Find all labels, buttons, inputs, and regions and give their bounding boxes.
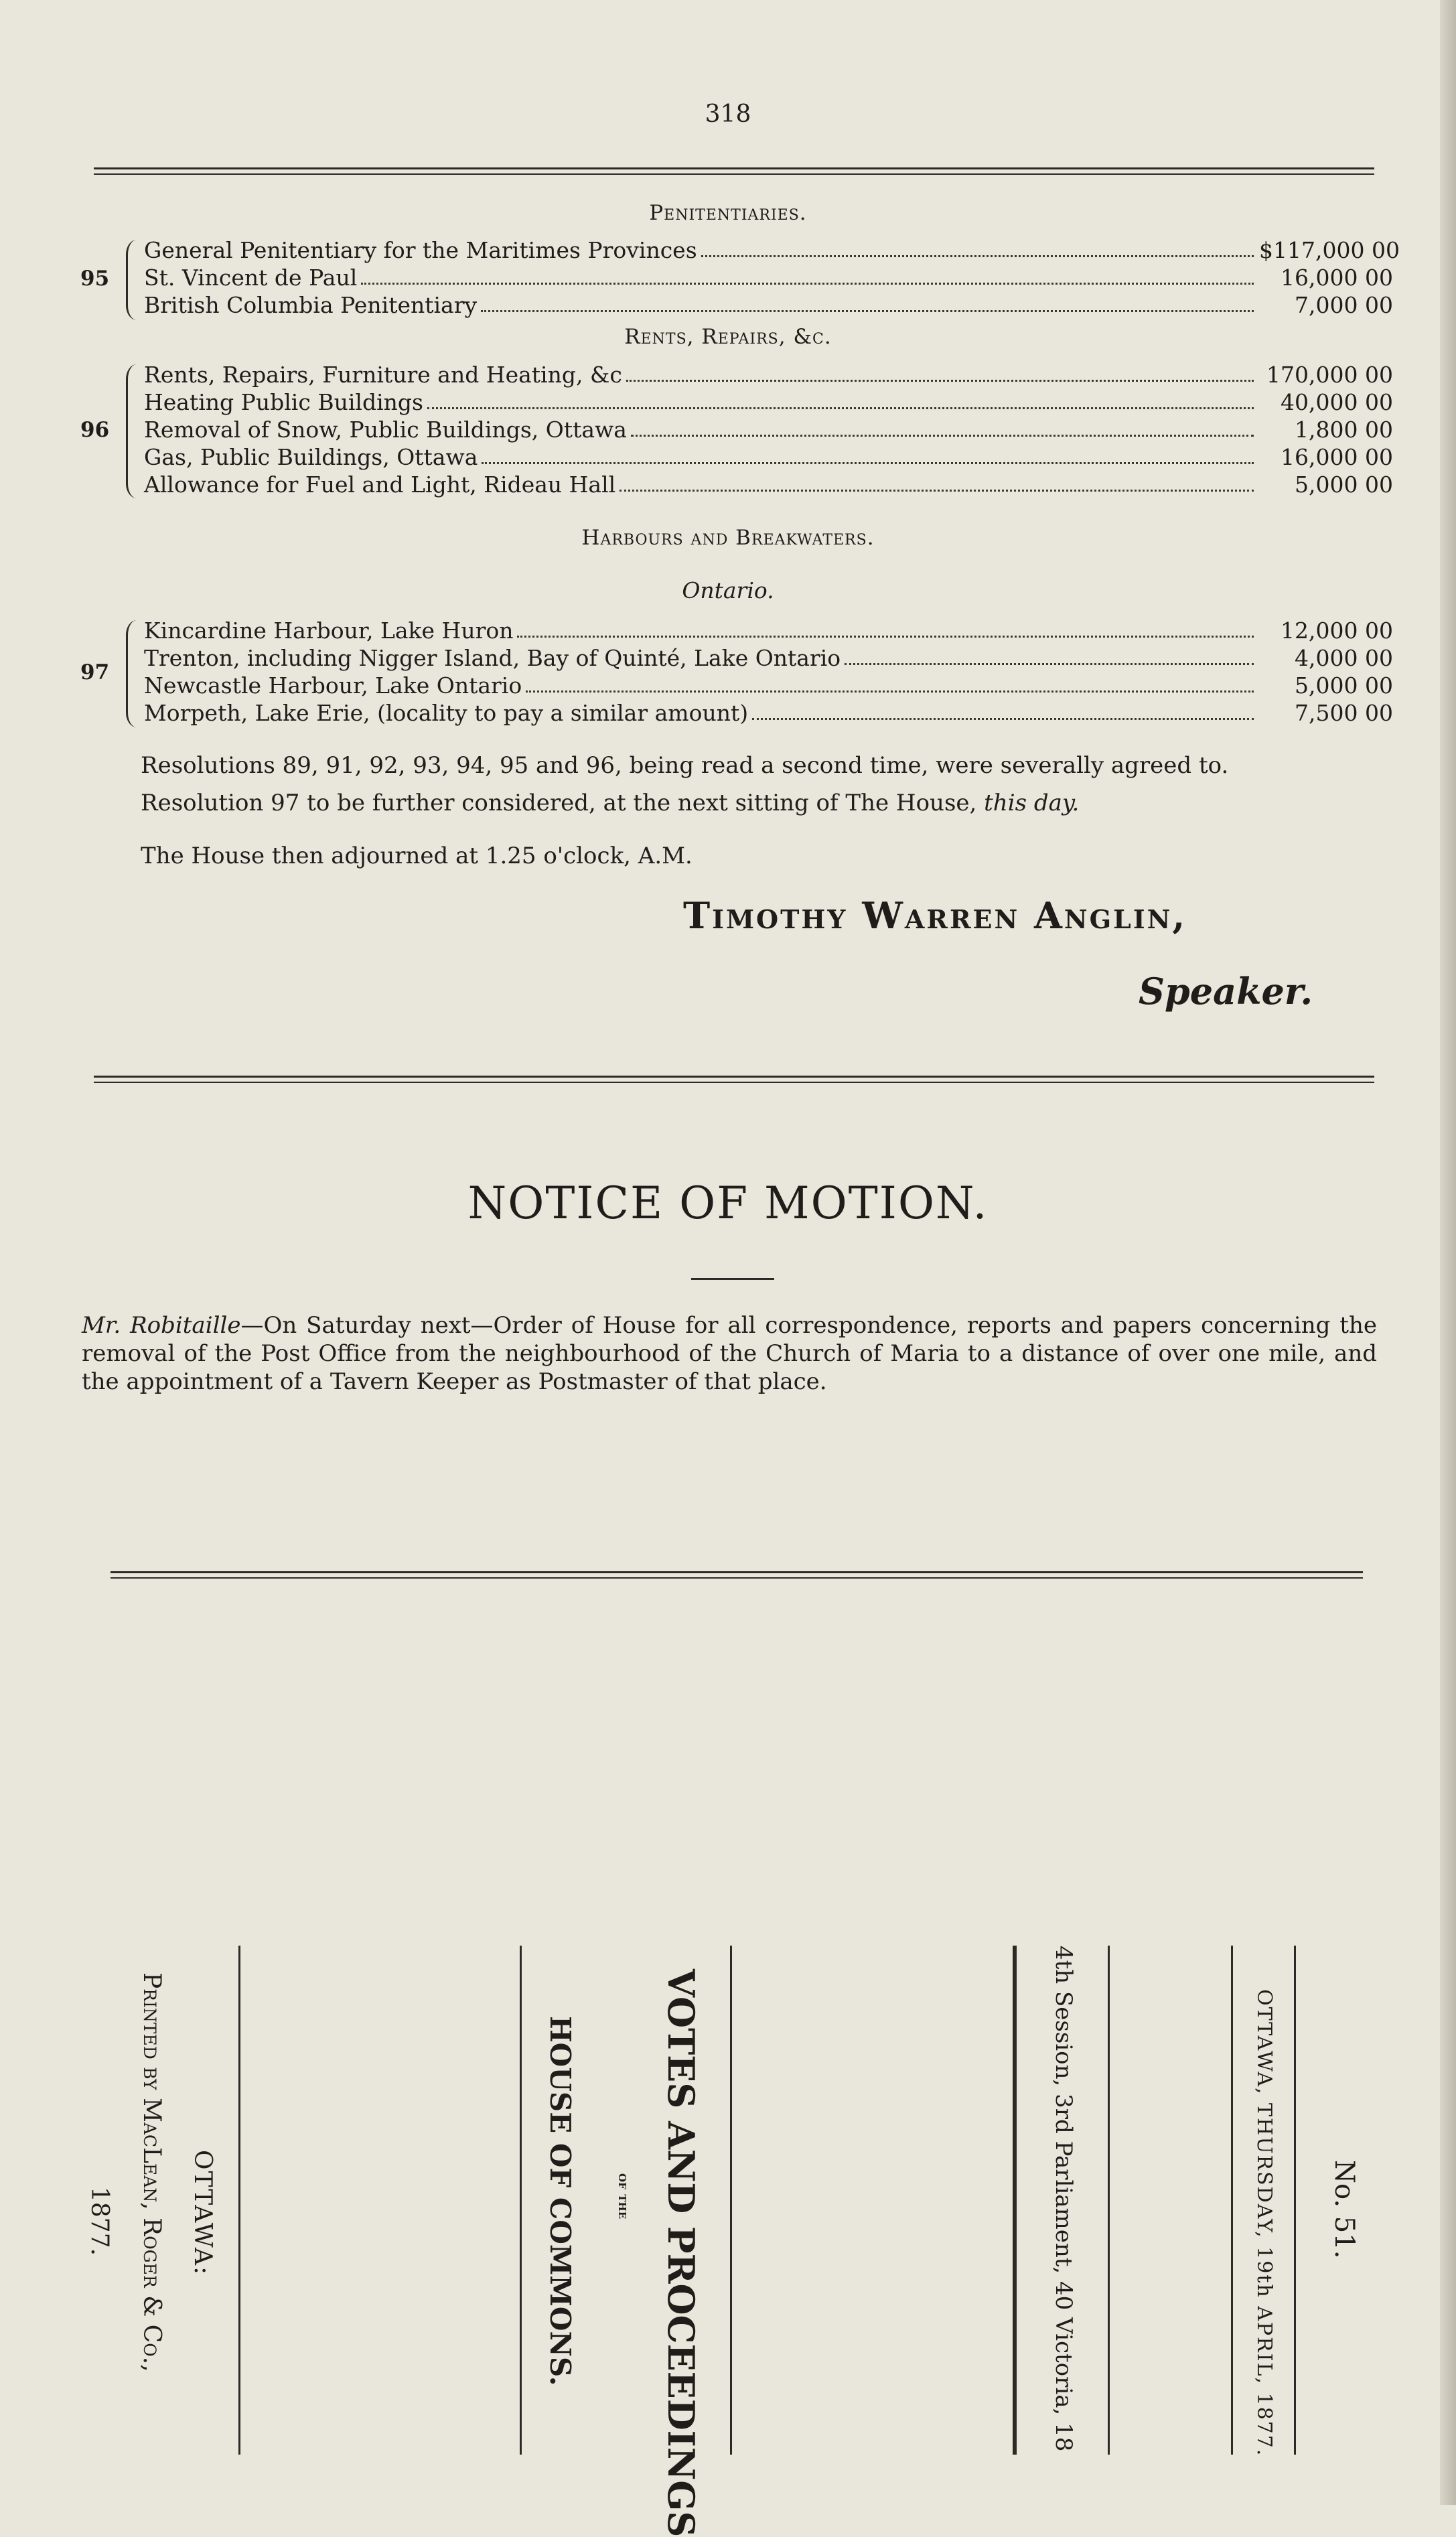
cover-title-main: VOTES AND PROCEEDINGS (660, 1969, 703, 2537)
group-number: 96 (80, 418, 110, 442)
notice-text: —On Saturday next—Order of House for all correspondence, reports and papers concerning the removal of the Post Office from the neighbourhood of the Church of Maria to a distance of over one mile, and the appointment of a Tavern Keeper as Postmaster of that place. (82, 1312, 1377, 1395)
cover-number: No. 51. (1329, 2160, 1360, 2259)
harbours-group (80, 618, 1393, 731)
cover-divider (1108, 1946, 1110, 2455)
resolution-deferred: Resolution 97 to be further considered, at the next sitting of The House, this day. (141, 790, 1080, 816)
cover-divider (730, 1946, 732, 2455)
page-binding-edge (1440, 0, 1456, 2505)
cover-printer: Printed by MacLean, Roger & Co., (138, 1972, 165, 2372)
line-item: St. Vincent de Paul 16,000 00 (144, 265, 1393, 291)
group-number: 97 (80, 660, 110, 684)
cover-session: 4th Session, 3rd Parliament, 40 Victoria, 18 (1050, 1946, 1077, 2452)
cover-year: 1877. (86, 2187, 113, 2256)
rents-heading: Rents, Repairs, &c. (624, 325, 832, 349)
cover-divider (520, 1946, 522, 2455)
group-brace (126, 240, 139, 320)
line-item: Newcastle Harbour, Lake Ontario 5,000 00 (144, 672, 1393, 699)
line-item: Rents, Repairs, Furniture and Heating, &c 170,000 00 (144, 362, 1393, 388)
line-item: Morpeth, Lake Erie, (locality to pay a similar amount) 7,500 00 (144, 700, 1393, 726)
resolutions-agreed: Resolutions 89, 91, 92, 93, 94, 95 and 96, being read a second time, were severally agreed to. (141, 752, 1229, 779)
speaker-name: Timothy Warren Anglin, (683, 894, 1187, 937)
cover-divider (1294, 1946, 1296, 2455)
group-brace (126, 620, 139, 727)
cover-title-house: HOUSE OF COMMONS. (544, 2016, 577, 2386)
line-item: Removal of Snow, Public Buildings, Ottawa 1,800 00 (144, 417, 1393, 443)
line-item: Allowance for Fuel and Light, Rideau Hall 5,000 00 (144, 472, 1393, 498)
line-item: Trenton, including Nigger Island, Bay of Quinté, Lake Ontario 4,000 00 (144, 645, 1393, 671)
rents-group (80, 362, 1393, 502)
adjournment-note: The House then adjourned at 1.25 o'clock, A.M. (141, 843, 693, 869)
notice-title: NOTICE OF MOTION. (467, 1177, 989, 1229)
harbours-heading: Harbours and Breakwaters. (581, 526, 875, 550)
cover-divider (1231, 1946, 1233, 2455)
bottom-rule (111, 1571, 1363, 1579)
cover-date: OTTAWA, THURSDAY, 19th APRIL, 1877. (1252, 1989, 1276, 2457)
line-item: General Penitentiary for the Maritimes Provinces $117,000 00 (144, 237, 1400, 263)
page-number: 318 (705, 100, 751, 128)
cover-place: OTTAWA: (189, 2150, 216, 2276)
line-item: Gas, Public Buildings, Ottawa 16,000 00 (144, 444, 1393, 470)
penitentiaries-heading: Penitentiaries. (649, 201, 807, 225)
notice-short-rule (691, 1278, 774, 1280)
harbours-subheading: Ontario. (682, 577, 774, 603)
line-item: Kincardine Harbour, Lake Huron 12,000 00 (144, 618, 1393, 644)
cover-divider (1013, 1946, 1017, 2455)
cover-divider (238, 1946, 240, 2455)
group-number: 95 (80, 267, 110, 291)
notice-body (82, 1311, 1377, 1396)
line-item: Heating Public Buildings 40,000 00 (144, 389, 1393, 415)
cover-of-the: of the (615, 2173, 632, 2220)
group-brace (126, 364, 139, 498)
top-rule (94, 167, 1374, 175)
penitentiaries-group (80, 237, 1400, 324)
notice-member: Mr. Robitaille (82, 1312, 241, 1339)
line-item: British Columbia Penitentiary 7,000 00 (144, 292, 1393, 318)
speaker-title: Speaker. (1139, 970, 1313, 1013)
section-rule (94, 1076, 1374, 1083)
